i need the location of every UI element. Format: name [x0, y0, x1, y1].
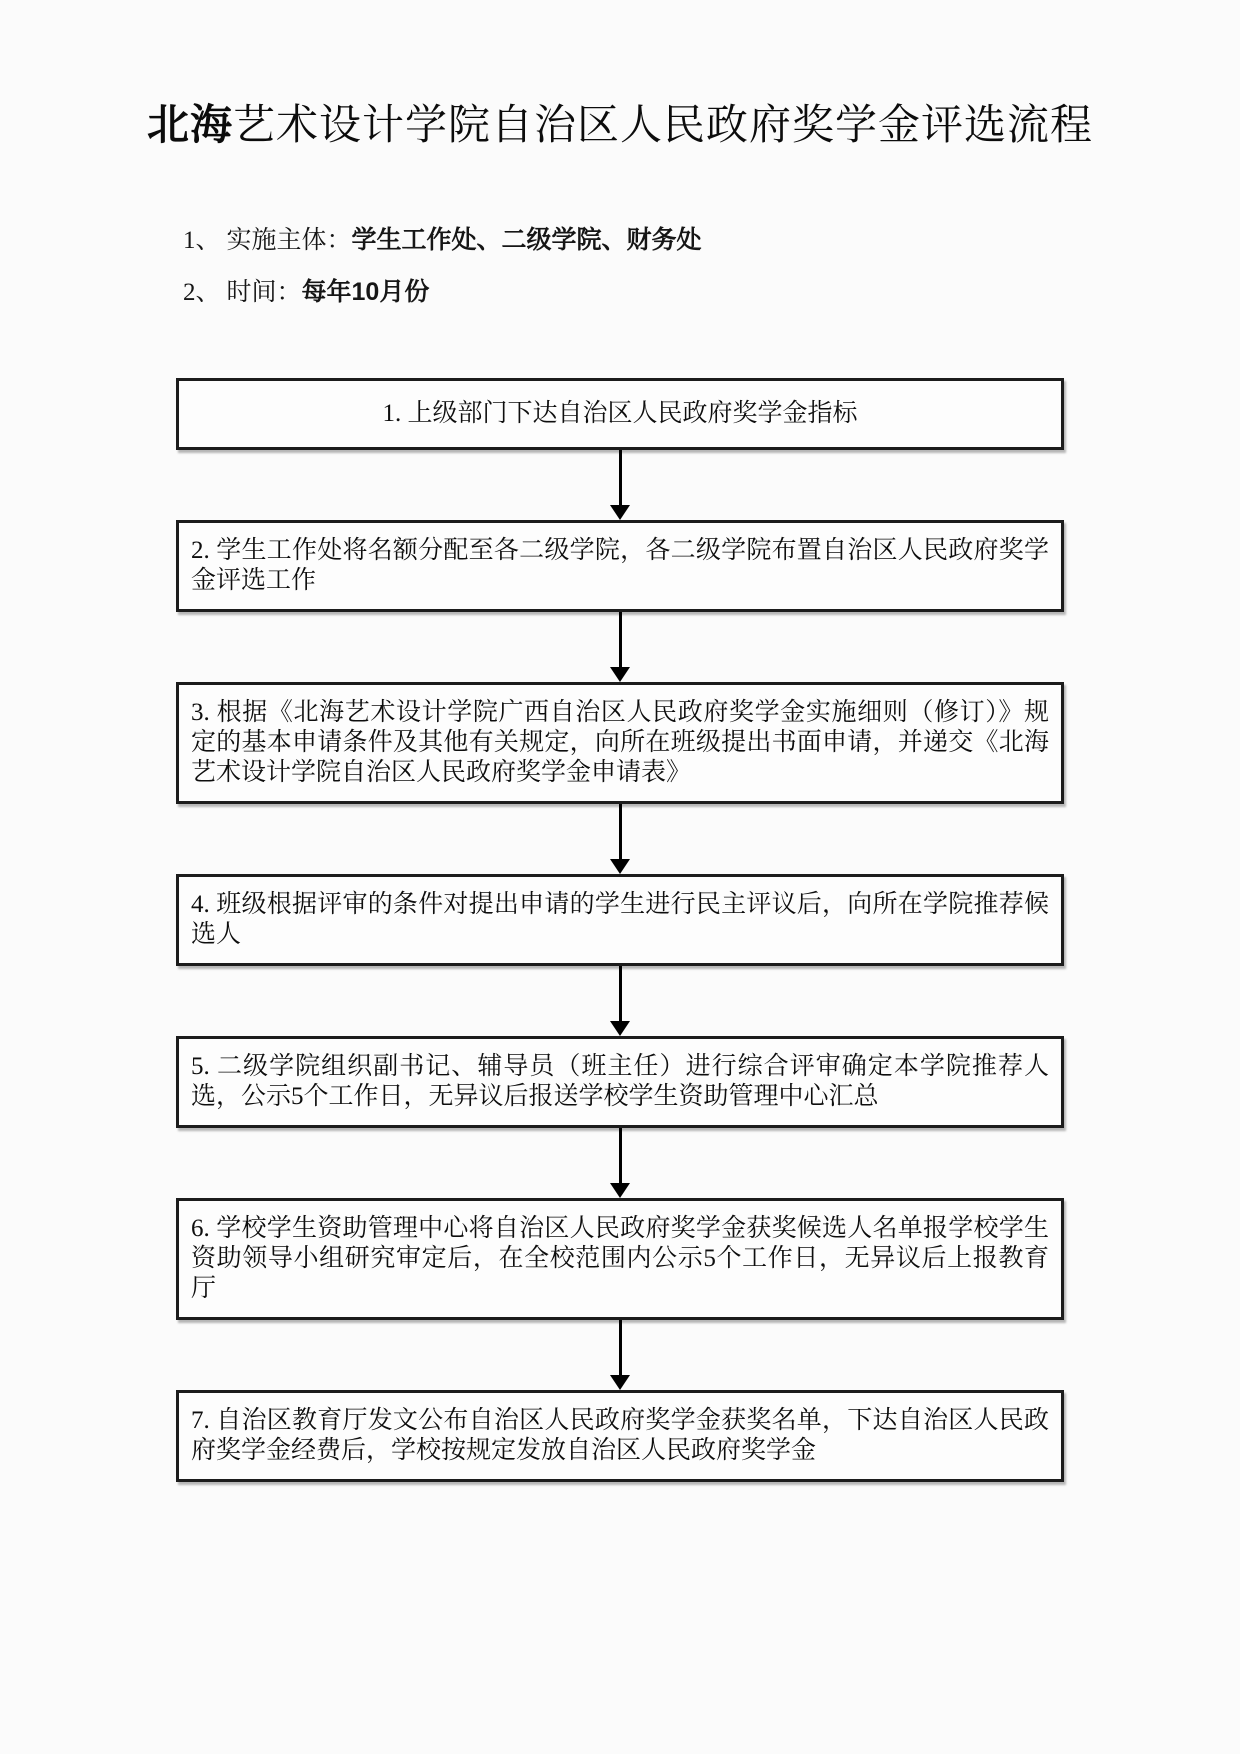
intro-item-number: 1、: [183, 226, 221, 254]
arrow-head: [610, 1183, 630, 1198]
flow-step-3: [176, 682, 1064, 804]
intro-item-time: [183, 277, 1240, 308]
intro-item-value: 学生工作处、二级学院、财务处: [351, 225, 702, 254]
flow-step-1: [176, 378, 1064, 450]
page-title-bold-part: 北海: [146, 101, 233, 148]
flow-step-7-text: 7. 自治区教育厅发文公布自治区人民政府奖学金获奖名单，下达自治区人民政府奖学金经费后，学校按规定发放自治区人民政府奖学金: [191, 1406, 1049, 1464]
arrow-shaft: [619, 1128, 622, 1184]
arrow-down-icon: [176, 1320, 1064, 1390]
flow-step-4-text: 4. 班级根据评审的条件对提出申请的学生进行民主评议后，向所在学院推荐候选人: [191, 890, 1049, 948]
arrow-shaft: [619, 450, 622, 506]
intro-item-value: 每年10月份: [301, 277, 430, 306]
flow-step-6-text: 6. 学校学生资助管理中心将自治区人民政府奖学金获奖候选人名单报学校学生资助领导小组研究审定后，在全校范围内公示5个工作日，无异议后上报教育厅: [191, 1214, 1049, 1302]
intro-item-number: 2、: [183, 278, 221, 306]
arrow-down-icon: [176, 966, 1064, 1036]
flow-step-6: [176, 1198, 1064, 1320]
arrow-down-icon: [176, 450, 1064, 520]
arrow-head: [610, 1375, 630, 1390]
page-title-rest: 艺术设计学院自治区人民政府奖学金评选流程: [233, 101, 1094, 148]
intro-list: [183, 225, 1240, 308]
flow-step-5: [176, 1036, 1064, 1128]
arrow-shaft: [619, 804, 622, 860]
arrow-head: [610, 667, 630, 682]
flow-step-5-text: 5. 二级学院组织副书记、辅导员（班主任）进行综合评审确定本学院推荐人选，公示5个工作日，无异议后报送学校学生资助管理中心汇总: [191, 1052, 1049, 1110]
flow-step-2-text: 2. 学生工作处将名额分配至各二级学院，各二级学院布置自治区人民政府奖学金评选工作: [191, 536, 1049, 594]
arrow-head: [610, 859, 630, 874]
arrow-shaft: [619, 1320, 622, 1376]
flow-step-4: [176, 874, 1064, 966]
arrow-head: [610, 505, 630, 520]
flow-step-7: [176, 1390, 1064, 1482]
arrow-head: [610, 1021, 630, 1036]
flow-step-3-text: 3. 根据《北海艺术设计学院广西自治区人民政府奖学金实施细则（修订）》规定的基本申请条件及其他有关规定，向所在班级提出书面申请，并递交《北海艺术设计学院自治区人民政府奖学金申请表》: [191, 698, 1049, 786]
intro-item-subject: [183, 225, 1240, 256]
page-title: [0, 98, 1240, 153]
arrow-down-icon: [176, 804, 1064, 874]
arrow-shaft: [619, 966, 622, 1022]
intro-item-label: 时间：: [226, 277, 302, 306]
intro-item-label: 实施主体：: [226, 225, 352, 254]
arrow-shaft: [619, 612, 622, 668]
flowchart: [176, 378, 1064, 1482]
flow-step-1-text: 1. 上级部门下达自治区人民政府奖学金指标: [382, 399, 858, 427]
flow-step-2: [176, 520, 1064, 612]
arrow-down-icon: [176, 1128, 1064, 1198]
arrow-down-icon: [176, 612, 1064, 682]
